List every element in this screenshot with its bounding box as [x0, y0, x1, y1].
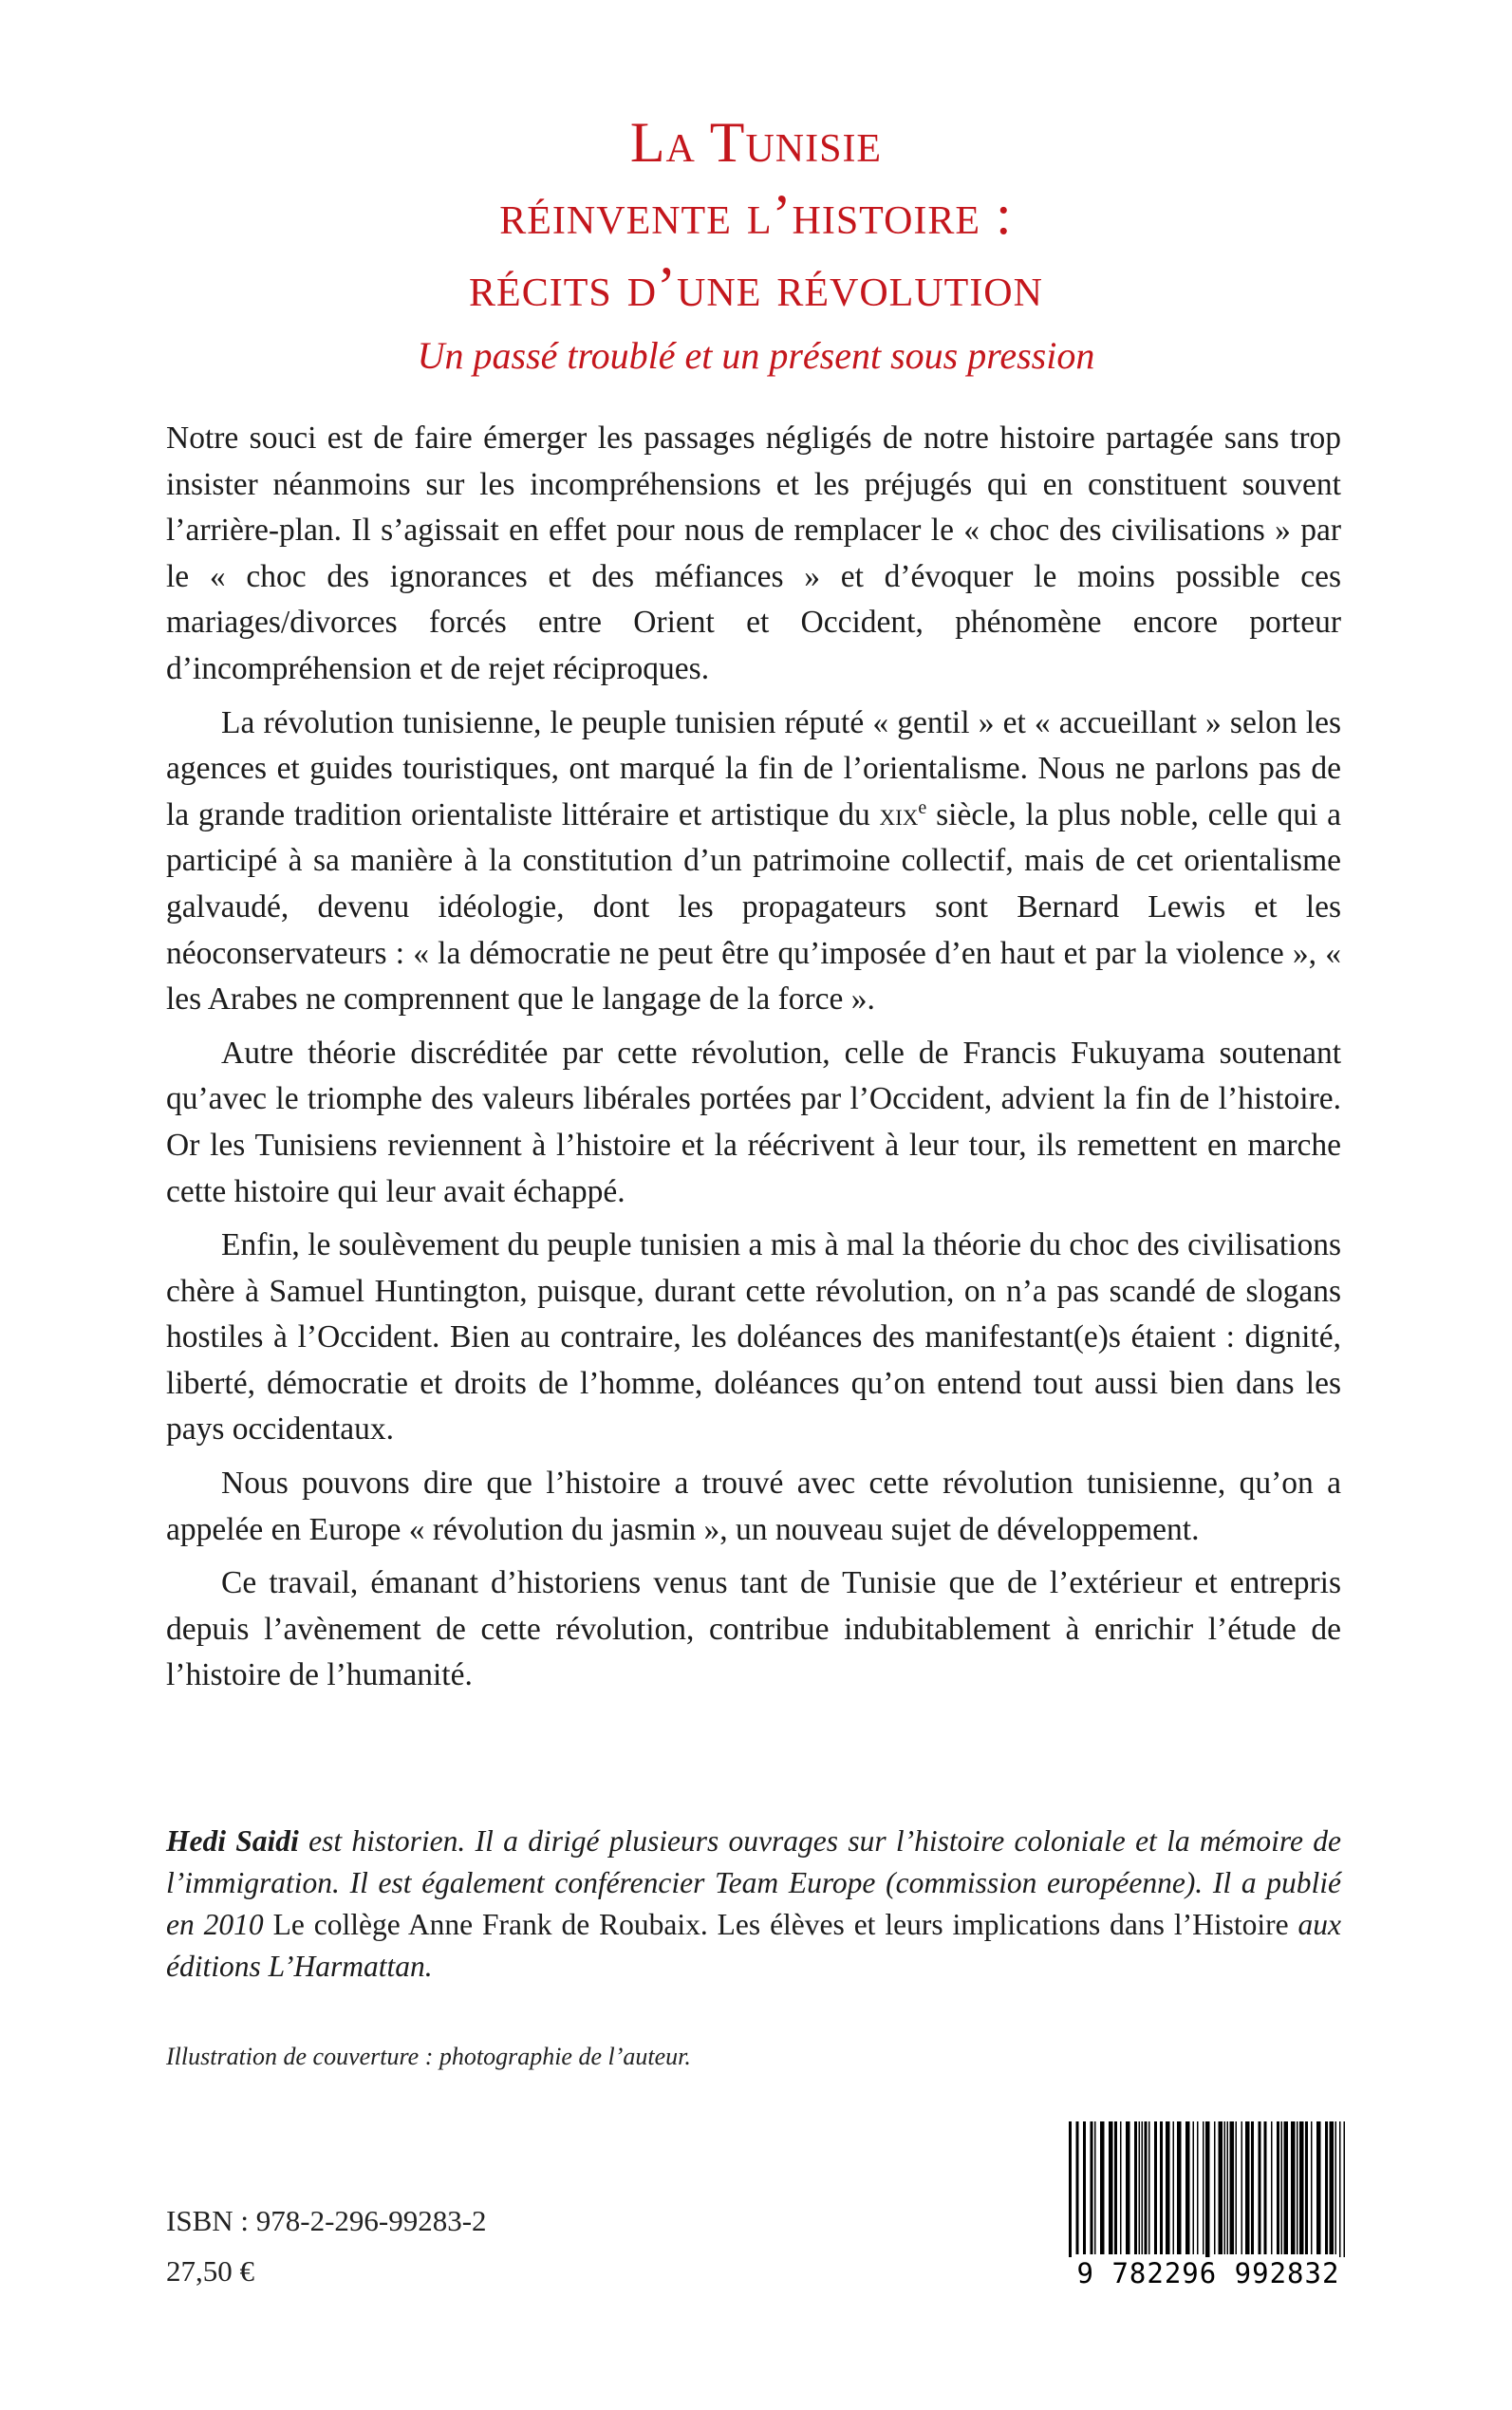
barcode: [1061, 2121, 1355, 2326]
bio-book-title: Le collège Anne Frank de Roubaix. Les élèves et leurs implications dans l’Histoire: [272, 1908, 1289, 1941]
paragraph-1: Notre souci est de faire émerger les passages négligés de notre histoire partagée sans trop insister néanmoins sur les incompréhensions et les préjugés qui en constituent souvent l’arrière-plan. Il s’agissait en effet pour nous de remplacer le « choc des civilisations » par le « choc des ignorances et des méfiances » et d’évoquer le moins possible ces mariages/divorces forcés entre Orient et Occident, phénomène encore porteur d’incompréhension et de rejet réciproques.: [166, 420, 1341, 686]
book-title: [0, 106, 1512, 323]
barcode-bar: [1236, 2121, 1238, 2254]
barcode-bar: [1316, 2121, 1321, 2254]
barcode-bar: [1259, 2121, 1261, 2254]
isbn: ISBN : 978-2-296-99283-2: [166, 2204, 487, 2237]
barcode-bar: [1281, 2121, 1283, 2254]
barcode-bar: [1126, 2121, 1130, 2254]
barcode-bar: [1305, 2121, 1308, 2254]
barcode-bar: [1083, 2121, 1086, 2254]
barcode-bar: [1311, 2121, 1313, 2254]
barcode-bar: [1160, 2121, 1163, 2254]
barcode-bar: [1299, 2121, 1304, 2254]
barcode-bar: [1145, 2121, 1148, 2254]
barcode-bar: [1224, 2121, 1226, 2254]
paragraph-6: Ce travail, émanant d’historiens venus tant de Tunisie que de l’extérieur et entrepris depuis l’avènement de cette révolution, contribue indubitablement à enrichir l’étude de l’histoire de l’humanité.: [166, 1565, 1341, 1693]
book-subtitle: Un passé troublé et un présent sous pression: [417, 334, 1095, 377]
paragraph-2-part-b: siècle, la plus noble, celle qui a participé à sa manière à la constitution d’un patrimoine collectif, mais de cet orientalisme galvaudé, devenu idéologie, dont les propagateurs sont Bernard Lewis et les néoconservateurs : « la démocratie ne peut être qu’imposée d’en haut et par la violence », « les Arabes ne comprennent que le langage de la force ».: [166, 796, 1342, 1018]
bio-text-a: est historien. Il a dirigé plusieurs ouvrages sur l’histoire coloniale et la mémoire de l’immigration. Il est également conférencier Team Europe (commission européenne). Il a publié en 2010: [166, 1824, 1341, 1941]
barcode-bar: [1219, 2121, 1223, 2254]
barcode-bars: [1061, 2121, 1355, 2273]
barcode-bar: [1227, 2121, 1229, 2254]
barcode-bar: [1284, 2121, 1289, 2254]
barcode-bar: [1197, 2121, 1199, 2254]
barcode-bar: [1339, 2121, 1341, 2273]
barcode-bar: [1203, 2121, 1204, 2254]
barcode-bar: [1120, 2121, 1122, 2254]
title-line-3: récits d’une révolution: [469, 255, 1043, 318]
century-numeral: xix: [879, 796, 919, 832]
barcode-bar: [1277, 2121, 1279, 2254]
barcode-bar: [1297, 2121, 1298, 2254]
illustration-credit: Illustration de couverture : photographie de l’auteur.: [166, 2043, 691, 2070]
barcode-bar: [1069, 2121, 1072, 2273]
paragraph-3: Autre théorie discréditée par cette révolution, celle de Francis Fukuyama soutenant qu’avec le triomphe des valeurs libérales portées par l’Occident, advient la fin de l’histoire. Or les Tunisiens reviennent à l’histoire et la réécrivent à leur tour, ils remettent en marche cette histoire qui leur avait échappé.: [166, 1035, 1341, 1209]
barcode-bar: [1241, 2121, 1243, 2254]
barcode-bar: [1185, 2121, 1190, 2254]
barcode-bar: [1245, 2121, 1250, 2254]
barcode-bar: [1166, 2121, 1170, 2254]
barcode-bar: [1230, 2121, 1235, 2254]
title-line-2: réinvente l’histoire :: [499, 183, 1013, 246]
barcode-number: 9 782296 992832: [1061, 2257, 1355, 2289]
barcode-bar: [1177, 2121, 1182, 2254]
barcode-bar: [1142, 2121, 1144, 2254]
century-superscript: e: [918, 796, 927, 818]
barcode-bar: [1148, 2121, 1150, 2254]
barcode-bar: [1264, 2121, 1267, 2254]
barcode-bar: [1154, 2121, 1157, 2254]
paragraph-5: Nous pouvons dire que l’histoire a trouvé avec cette révolution tunisienne, qu’on a appelée en Europe « révolution du jasmin », un nouveau sujet de développement.: [166, 1466, 1341, 1547]
bio-text-b: aux éditions L’Harmattan.: [166, 1908, 1341, 1983]
barcode-bar: [1214, 2121, 1216, 2254]
barcode-bar: [1109, 2121, 1113, 2254]
barcode-bar: [1325, 2121, 1328, 2254]
barcode-bar: [1330, 2121, 1335, 2254]
barcode-bar: [1173, 2121, 1175, 2254]
barcode-bar: [1291, 2121, 1296, 2254]
author-name: Hedi Saidi: [166, 1824, 299, 1858]
barcode-bar: [1100, 2121, 1105, 2254]
price: 27,50 €: [166, 2254, 254, 2288]
barcode-bar: [1134, 2121, 1137, 2254]
title-line-1: La Tunisie: [629, 111, 883, 174]
paragraph-2-part-a: La révolution tunisienne, le peuple tunisien réputé « gentil » et « accueillant » selon les agences et guides touristiques, ont marqué la fin de l’orientalisme. Nous ne parlons pas de la grande tradition orientaliste littéraire et artistique du: [166, 704, 1341, 832]
barcode-bar: [1139, 2121, 1141, 2254]
author-bio: [166, 1821, 1341, 1988]
barcode-bar: [1335, 2121, 1337, 2254]
barcode-bar: [1091, 2121, 1093, 2254]
barcode-bar: [1094, 2121, 1096, 2254]
barcode-bar: [1076, 2121, 1079, 2254]
barcode-bar: [1205, 2121, 1210, 2273]
blurb-text: [166, 416, 1341, 1707]
barcode-bar: [1114, 2121, 1117, 2254]
barcode-bar: [1344, 2121, 1346, 2273]
barcode-bar: [1271, 2121, 1273, 2254]
paragraph-4: Enfin, le soulèvement du peuple tunisien a mis à mal la théorie du choc des civilisations chère à Samuel Huntington, puisque, durant cette révolution, on n’a pas scandé de slogans hostiles à l’Occident. Bien au contraire, les doléances des manifestant(e)s étaient : dignité, liberté, démocratie et droits de l’homme, doléances qu’on entend tout aussi bien dans les pays occidentaux.: [166, 1227, 1341, 1448]
barcode-bar: [1193, 2121, 1195, 2254]
barcode-bar: [1251, 2121, 1254, 2254]
paragraph-2: [166, 701, 1341, 1023]
